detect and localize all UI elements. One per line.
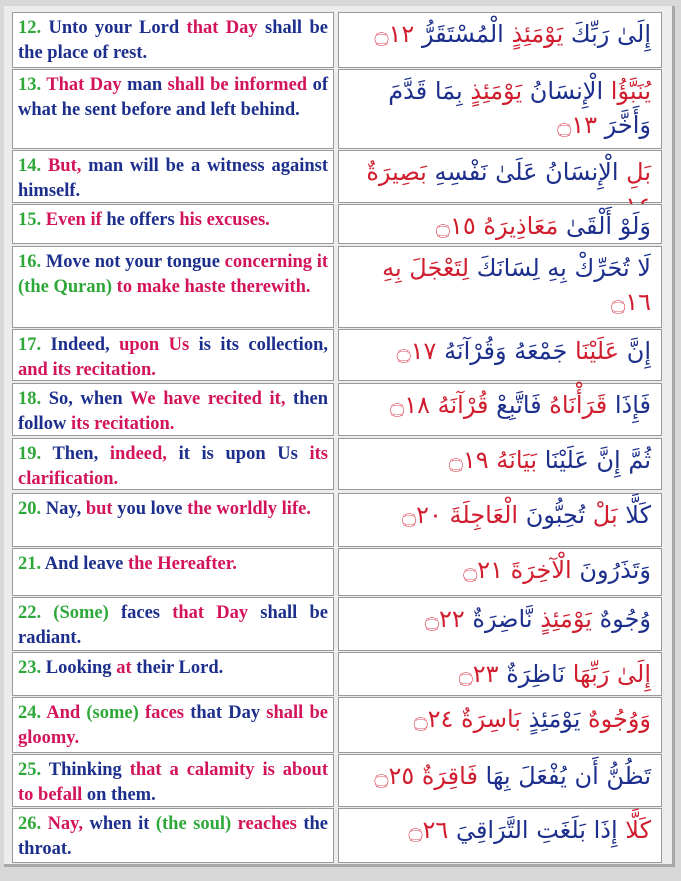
translation-text: and its recitation. xyxy=(18,360,156,380)
translation-text: Unto your Lord xyxy=(41,18,187,38)
translation-text: that Day xyxy=(190,703,267,723)
arabic-text: بَصِيرَةٌ xyxy=(366,158,427,186)
verse-row xyxy=(12,697,662,753)
arabic-text: إِنَّ xyxy=(619,337,651,365)
english-translation-cell xyxy=(12,246,334,328)
verse-number: 24. xyxy=(18,703,42,723)
arabic-verse-cell xyxy=(338,150,662,203)
verse-row xyxy=(12,597,662,651)
english-translation-cell xyxy=(12,597,334,651)
translation-text: their Lord. xyxy=(131,658,224,678)
translation-text: it is upon Us xyxy=(166,444,310,464)
translation-text: man will be a witness against himself. xyxy=(18,156,329,201)
arabic-text: بِمَا قَدَّمَ وَأَخَّرَ xyxy=(388,77,651,139)
arabic-text: لَا تُحَرِّكْ بِهِ لِسَانَكَ xyxy=(469,254,651,282)
verse-number: 25. xyxy=(18,760,42,780)
ayah-number-marker: ۝٢٣ xyxy=(458,660,499,688)
translation-text: at xyxy=(116,658,132,678)
arabic-verse-cell xyxy=(338,754,662,807)
verse-table xyxy=(4,6,675,867)
ayah-number-marker: ۝٢٢ xyxy=(424,605,465,633)
translation-text: his excuses. xyxy=(179,210,270,230)
arabic-verse-cell xyxy=(338,204,662,244)
ayah-number-marker: ۝١٢ xyxy=(374,20,415,48)
verse-row xyxy=(12,329,662,381)
ayah-number-marker: ۝٢١ xyxy=(463,556,504,584)
verse-number: 22. xyxy=(18,603,42,623)
translation-text: Then, xyxy=(41,444,99,464)
arabic-text: كَلَّا xyxy=(617,816,651,844)
arabic-text: لِتَعْجَلَ بِهِ xyxy=(382,254,470,282)
english-translation-cell xyxy=(12,697,334,753)
arabic-text: بَاسِرَةٌ xyxy=(453,705,521,733)
ayah-number-marker: ۝٢٠ xyxy=(402,501,442,529)
english-translation-cell xyxy=(12,204,334,244)
verse-number: 17. xyxy=(18,335,42,355)
translation-text: Thinking xyxy=(41,760,130,780)
translation-text: That Day xyxy=(41,75,122,95)
verse-number: 12. xyxy=(18,18,42,38)
translation-text: that Day xyxy=(172,603,249,623)
arabic-text: فَإِذَا xyxy=(607,391,651,419)
translation-text: (some) xyxy=(80,703,139,723)
arabic-text: قُرْآنَهُ xyxy=(429,391,489,419)
translation-text: you love xyxy=(112,499,188,519)
arabic-text: الْمُسْتَقَرُّ xyxy=(414,20,504,48)
english-translation-cell xyxy=(12,12,334,68)
translation-text: upon Us xyxy=(109,335,190,355)
verse-row xyxy=(12,493,662,547)
translation-text: to make haste therewith. xyxy=(112,277,311,297)
arabic-text: الْإِنسَانُ عَلَىٰ نَفْسِهِ xyxy=(426,158,619,186)
verse-row xyxy=(12,383,662,436)
verse-number: 15. xyxy=(18,210,42,230)
translation-text: its clarification. xyxy=(18,444,328,489)
translation-text: Nay, xyxy=(41,499,82,519)
arabic-text: الْآخِرَةَ xyxy=(503,556,572,584)
ayah-number-marker: ۝٢٥ xyxy=(374,762,415,790)
translation-text: Move not your tongue xyxy=(41,252,225,272)
arabic-verse-cell xyxy=(338,493,662,547)
arabic-text: تُحِبُّونَ xyxy=(518,501,586,529)
verse-row xyxy=(12,754,662,807)
translation-text: reaches xyxy=(231,814,304,834)
translation-text: its recitation. xyxy=(70,414,175,434)
verse-row xyxy=(12,246,662,328)
arabic-text: الْعَاجِلَةَ xyxy=(441,501,519,529)
translation-text: shall be informed xyxy=(167,75,308,95)
arabic-text: نَّاضِرَةٌ xyxy=(464,605,533,633)
arabic-text: وُجُوهٌ xyxy=(591,605,651,633)
verse-row xyxy=(12,652,662,696)
verse-row xyxy=(12,548,662,596)
arabic-text: الْإِنسَانُ xyxy=(522,77,604,105)
translation-text: the throat. xyxy=(18,814,328,859)
arabic-text: تَظُنُّ xyxy=(598,762,651,790)
ayah-number-marker: ۝٢٦ xyxy=(408,816,449,844)
arabic-verse-cell xyxy=(338,383,662,436)
translation-text: is about to befall xyxy=(18,760,328,805)
translation-text: shall be gloomy. xyxy=(18,703,328,748)
verse-row xyxy=(12,12,662,68)
arabic-verse-cell xyxy=(338,246,662,328)
translation-text: (Some) xyxy=(41,603,109,623)
english-translation-cell xyxy=(12,652,334,696)
translation-text: shall be the place of rest. xyxy=(18,18,328,63)
arabic-text: فَاتَّبِعْ xyxy=(488,391,542,419)
translation-text: the worldly life. xyxy=(187,499,311,519)
arabic-verse-cell xyxy=(338,697,662,753)
verse-number: 26. xyxy=(18,814,42,834)
arabic-verse-cell xyxy=(338,438,662,490)
translation-text: shall be radiant. xyxy=(18,603,328,648)
arabic-text: وَوُجُوهٌ xyxy=(580,705,651,733)
translation-text: (the soul) xyxy=(155,814,232,834)
arabic-verse-cell xyxy=(338,808,662,863)
arabic-text: وَلَوْ أَلْقَىٰ xyxy=(558,212,651,240)
verse-number: 23. xyxy=(18,658,42,678)
verse-number: 16. xyxy=(18,252,42,272)
translation-text: And xyxy=(41,703,81,723)
arabic-text: يَوْمَئِذٍ xyxy=(503,20,564,48)
translation-text: We have recited it, xyxy=(129,389,286,409)
ayah-number-marker: ۝١٧ xyxy=(396,337,437,365)
arabic-verse-cell xyxy=(338,12,662,68)
ayah-number-marker: ۝١٩ xyxy=(448,446,489,474)
arabic-text: قَرَأْنَاهُ xyxy=(541,391,608,419)
translation-text: but xyxy=(81,499,113,519)
arabic-text: وَتَذَرُونَ xyxy=(571,556,651,584)
arabic-verse-cell xyxy=(338,329,662,381)
verse-number: 14. xyxy=(18,156,42,176)
verse-row xyxy=(12,69,662,149)
arabic-verse-cell xyxy=(338,69,662,149)
verse-number: 18. xyxy=(18,389,42,409)
verse-number: 13. xyxy=(18,75,42,95)
arabic-text: يَوْمَئِذٍ xyxy=(462,77,523,105)
translation-text: Indeed, xyxy=(41,335,110,355)
arabic-text: إِلَىٰ رَبِّهَا xyxy=(565,660,651,688)
arabic-text: بَيَانَهُ xyxy=(488,446,538,474)
translation-text: So, when xyxy=(41,389,130,409)
arabic-text: عَلَيْنَا xyxy=(567,337,620,365)
translation-text: man xyxy=(121,75,168,95)
translation-text: Even if xyxy=(41,210,102,230)
translation-text: And leave xyxy=(41,554,128,574)
arabic-text: إِذَا بَلَغَتِ xyxy=(528,816,618,844)
english-translation-cell xyxy=(12,808,334,863)
ayah-number-marker: ۝١٥ xyxy=(435,212,476,240)
arabic-text: كَلَّا xyxy=(617,501,651,529)
english-translation-cell xyxy=(12,150,334,203)
verse-row xyxy=(12,204,662,244)
translation-text: he offers xyxy=(101,210,180,230)
arabic-text: يُنَبَّؤُا xyxy=(603,77,651,105)
translation-text: (the Quran) xyxy=(18,277,113,297)
arabic-text: إِلَىٰ رَبِّكَ xyxy=(563,20,651,48)
ayah-number-marker: ۝١٨ xyxy=(390,391,430,419)
arabic-text: جَمْعَهُ وَقُرْآنَهُ xyxy=(436,337,568,365)
arabic-text: عَلَيْنَا xyxy=(537,446,589,474)
verse-row xyxy=(12,150,662,203)
translation-text: when it xyxy=(83,814,156,834)
arabic-verse-cell xyxy=(338,548,662,596)
english-translation-cell xyxy=(12,493,334,547)
verse-number: 21. xyxy=(18,554,42,574)
translation-text: concerning it xyxy=(224,252,328,272)
verse-number: 20. xyxy=(18,499,42,519)
translation-text: Looking xyxy=(41,658,117,678)
translation-text: that Day xyxy=(186,18,258,38)
translation-text: then follow xyxy=(18,389,329,434)
translation-text: faces xyxy=(138,703,191,723)
arabic-text: ثُمَّ إِنَّ xyxy=(588,446,651,474)
arabic-text: بَلِ xyxy=(618,158,651,186)
translation-text: Nay, xyxy=(41,814,84,834)
english-translation-cell xyxy=(12,383,334,436)
translation-text: of what he sent before and left behind. xyxy=(18,75,328,120)
translation-text: on them. xyxy=(82,785,156,805)
translation-text: faces xyxy=(108,603,173,623)
english-translation-cell xyxy=(12,329,334,381)
verse-row xyxy=(12,438,662,490)
arabic-text: بَلْ xyxy=(585,501,618,529)
arabic-verse-cell xyxy=(338,597,662,651)
arabic-text: التَّرَاقِيَ xyxy=(448,816,529,844)
arabic-verse-cell xyxy=(338,652,662,696)
ayah-number-marker: ۝١٣ xyxy=(557,111,598,139)
arabic-text: نَاظِرَةٌ xyxy=(498,660,566,688)
translation-text: But, xyxy=(41,156,82,176)
arabic-text: يَوْمَئِذٍ xyxy=(520,705,581,733)
arabic-text: فَاقِرَةٌ xyxy=(414,762,478,790)
verse-row xyxy=(12,808,662,863)
arabic-text: يَوْمَئِذٍ xyxy=(532,605,592,633)
english-translation-cell xyxy=(12,438,334,490)
english-translation-cell xyxy=(12,754,334,807)
english-translation-cell xyxy=(12,548,334,596)
ayah-number-marker: ۝٢٤ xyxy=(413,705,454,733)
verse-number: 19. xyxy=(18,444,42,464)
arabic-text: أَن يُفْعَلَ بِهَا xyxy=(477,762,599,790)
translation-text: indeed, xyxy=(98,444,167,464)
arabic-text: مَعَاذِيرَهُ xyxy=(475,212,559,240)
translation-text: the Hereafter. xyxy=(127,554,237,574)
ayah-number-marker: ۝١٦ xyxy=(611,288,651,316)
translation-text: is its collection, xyxy=(189,335,328,355)
english-translation-cell xyxy=(12,69,334,149)
translation-text: that a calamity xyxy=(129,760,255,780)
